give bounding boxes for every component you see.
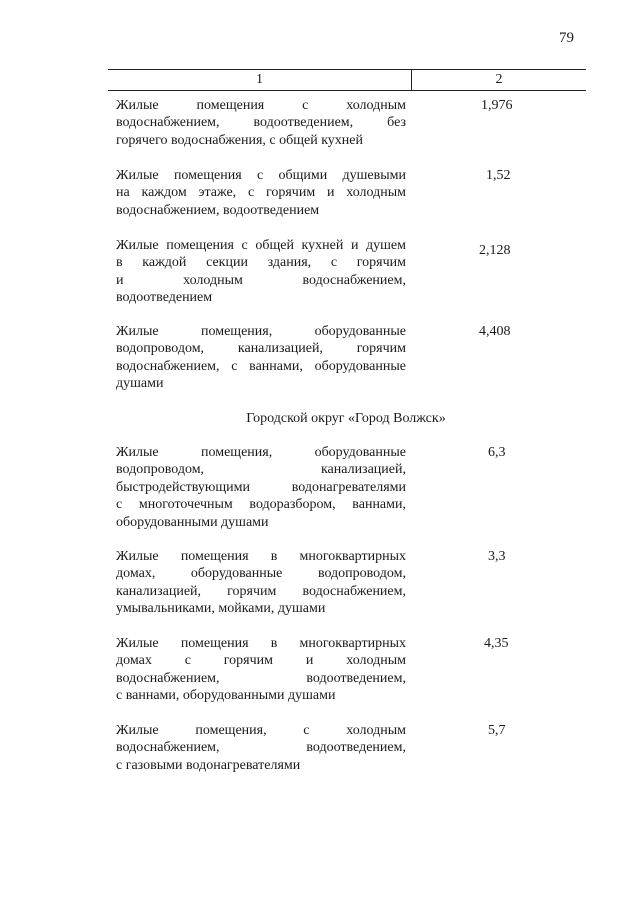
row-description: Жилые помещения в многоквартирных домах, оборудованные водопроводом, канализацией, горячим водоснабжением, умывальниками, мойками, душами bbox=[116, 549, 406, 617]
row-description: Жилые помещения с холодным водоснабжением, водоотведением, без горячего водоснабжения, с общей кухней bbox=[116, 98, 406, 148]
section-heading: Городской округ «Город Волжск» bbox=[246, 411, 446, 426]
table-header bbox=[108, 69, 586, 91]
row-value: 1,52 bbox=[486, 168, 511, 183]
column-header-1: 1 bbox=[256, 72, 263, 87]
row-value: 4,35 bbox=[484, 636, 509, 651]
row-value: 5,7 bbox=[488, 723, 506, 738]
row-value: 6,3 bbox=[488, 445, 506, 460]
row-description: Жилые помещения, с холодным водоснабжением, водоотведением, с газовыми водонагревателями bbox=[116, 723, 406, 773]
row-value: 1,976 bbox=[481, 98, 513, 113]
row-description: Жилые помещения с общими душевыми на каждом этаже, с горячим и холодным водоснабжением, водоотведением bbox=[116, 168, 406, 218]
row-description: Жилые помещения с общей кухней и душем в каждой секции здания, с горячим и холодным водоснабжением, водоотведением bbox=[116, 238, 406, 306]
row-value: 4,408 bbox=[479, 324, 511, 339]
page-number: 79 bbox=[559, 30, 574, 46]
row-description: Жилые помещения, оборудованные водопроводом, канализацией, горячим водоснабжением, с ваннами, оборудованные душами bbox=[116, 324, 406, 392]
row-value: 3,3 bbox=[488, 549, 506, 564]
column-header-2: 2 bbox=[495, 72, 503, 87]
row-description: Жилые помещения, оборудованные водопроводом, канализацией, быстродействующими водонагревателями с многоточечным водоразбором, ваннами, оборудованными душами bbox=[116, 445, 406, 530]
row-value: 2,128 bbox=[479, 243, 511, 258]
row-description: Жилые помещения в многоквартирных домах с горячим и холодным водоснабжением, водоотведением, с ваннами, оборудованными душами bbox=[116, 636, 406, 704]
